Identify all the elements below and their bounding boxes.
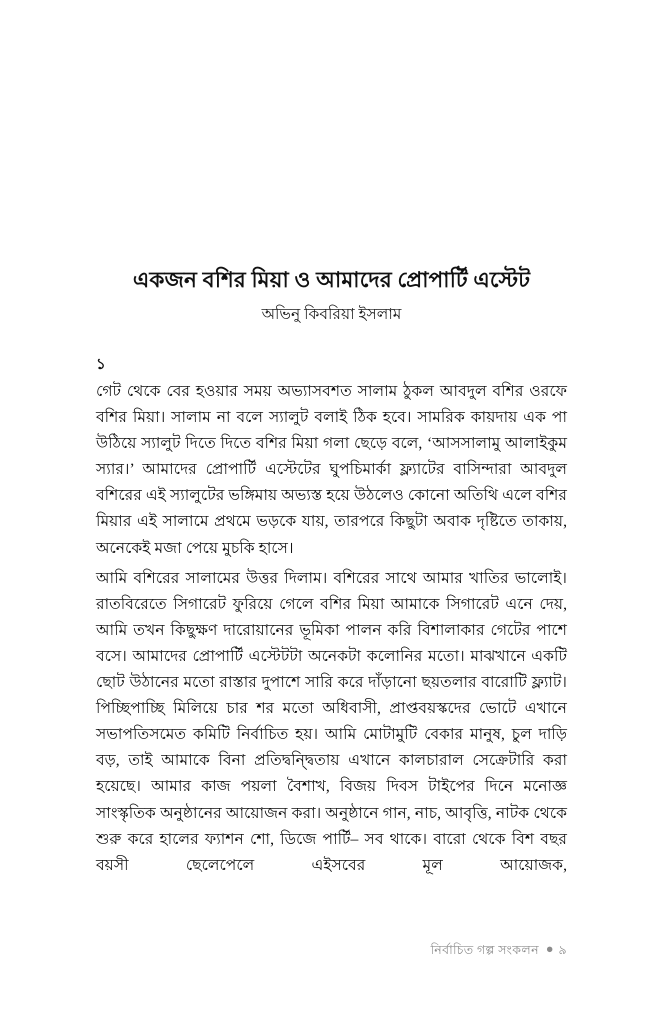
section-number: ১	[96, 357, 106, 373]
author-byline: অভিনু কিবরিয়া ইসলাম	[261, 306, 402, 324]
content-column	[96, 0, 567, 1024]
page-title: একজন বশির মিয়া ও আমাদের প্রোপার্টি এস্টেট	[132, 268, 531, 292]
body-text	[96, 379, 567, 905]
bullet-separator-icon: ●	[545, 942, 554, 956]
paragraph-1: গেট থেকে বের হওয়ার সময় অভ্যাসবশত সালাম ঠুকল আবদুল বশির ওরফে বশির মিয়া। সালাম না বলে স্যালুট বলাই ঠিক হবে। সামরিক কায়দায় এক পা উঠিয়ে স্যালুট দিতে দিতে বশির মিয়া গলা ছেড়ে বলে, ‘আসসালামু আলাইকুম স্যার।’ আমাদের প্রোপার্টি এস্টেটের ঘুপচিমার্কা ফ্ল্যাটের বাসিন্দারা আবদুল বশিরের এই স্যালুটের ভঙ্গিমায় অভ্যস্ত হয়ে উঠলেও কোনো অতিথি এলে বশির মিয়ার এই সালামে প্রথমে ভড়কে যায়, তারপরে কিছুটা অবাক দৃষ্টিতে তাকায়, অনেকেই মজা পেয়ে মুচকি হাসে।	[96, 383, 567, 557]
footer-book-title: নির্বাচিত গল্প সংকলন	[430, 943, 539, 957]
page-number: ৯	[558, 943, 567, 957]
paragraph-2: আমি বশিরের সালামের উত্তর দিলাম। বশিরের সাথে আমার খাতির ভালোই। রাতবিরেতে সিগারেট ফুরিয়ে গেলে বশির মিয়া আমাকে সিগারেট এনে দেয়, আমি তখন কিছুক্ষণ দারোয়ানের ভূমিকা পালন করি বিশালাকার গেটের পাশে বসে। আমাদের প্রোপার্টি এস্টেটটা অনেকটা কলোনির মতো। মাঝখানে একটি ছোট উঠানের মতো রাস্তার দুপাশে সারি করে দাঁড়ানো ছয়তলার বারোটি ফ্ল্যাট। পিচ্ছিপাচ্ছি মিলিয়ে চার শর মতো অধিবাসী, প্রাপ্তবয়স্কদের ভোটে এখানে সভাপতিসমেত কমিটি নির্বাচিত হয়। আমি মোটামুটি বেকার মানুষ, চুল দাড়ি বড়, তাই আমাকে বিনা প্রতিদ্বন্দ্বিতায় এখানে কালচারাল সেক্রেটারি করা হয়েছে। আমার কাজ পয়লা বৈশাখ, বিজয় দিবস টাইপের দিনে মনোজ্ঞ সাংস্কৃতিক অনুষ্ঠানের আয়োজন করা। অনুষ্ঠানে গান, নাচ, আবৃত্তি, নাটক থেকে শুরু করে হালের ফ্যাশন শো, ডিজে পার্টি– সব থাকে। বারো থেকে বিশ বছর বয়সী ছেলেপেলে এইসবের মূল আয়োজক,	[96, 569, 567, 874]
title-block	[96, 266, 567, 326]
page-footer	[96, 942, 567, 958]
